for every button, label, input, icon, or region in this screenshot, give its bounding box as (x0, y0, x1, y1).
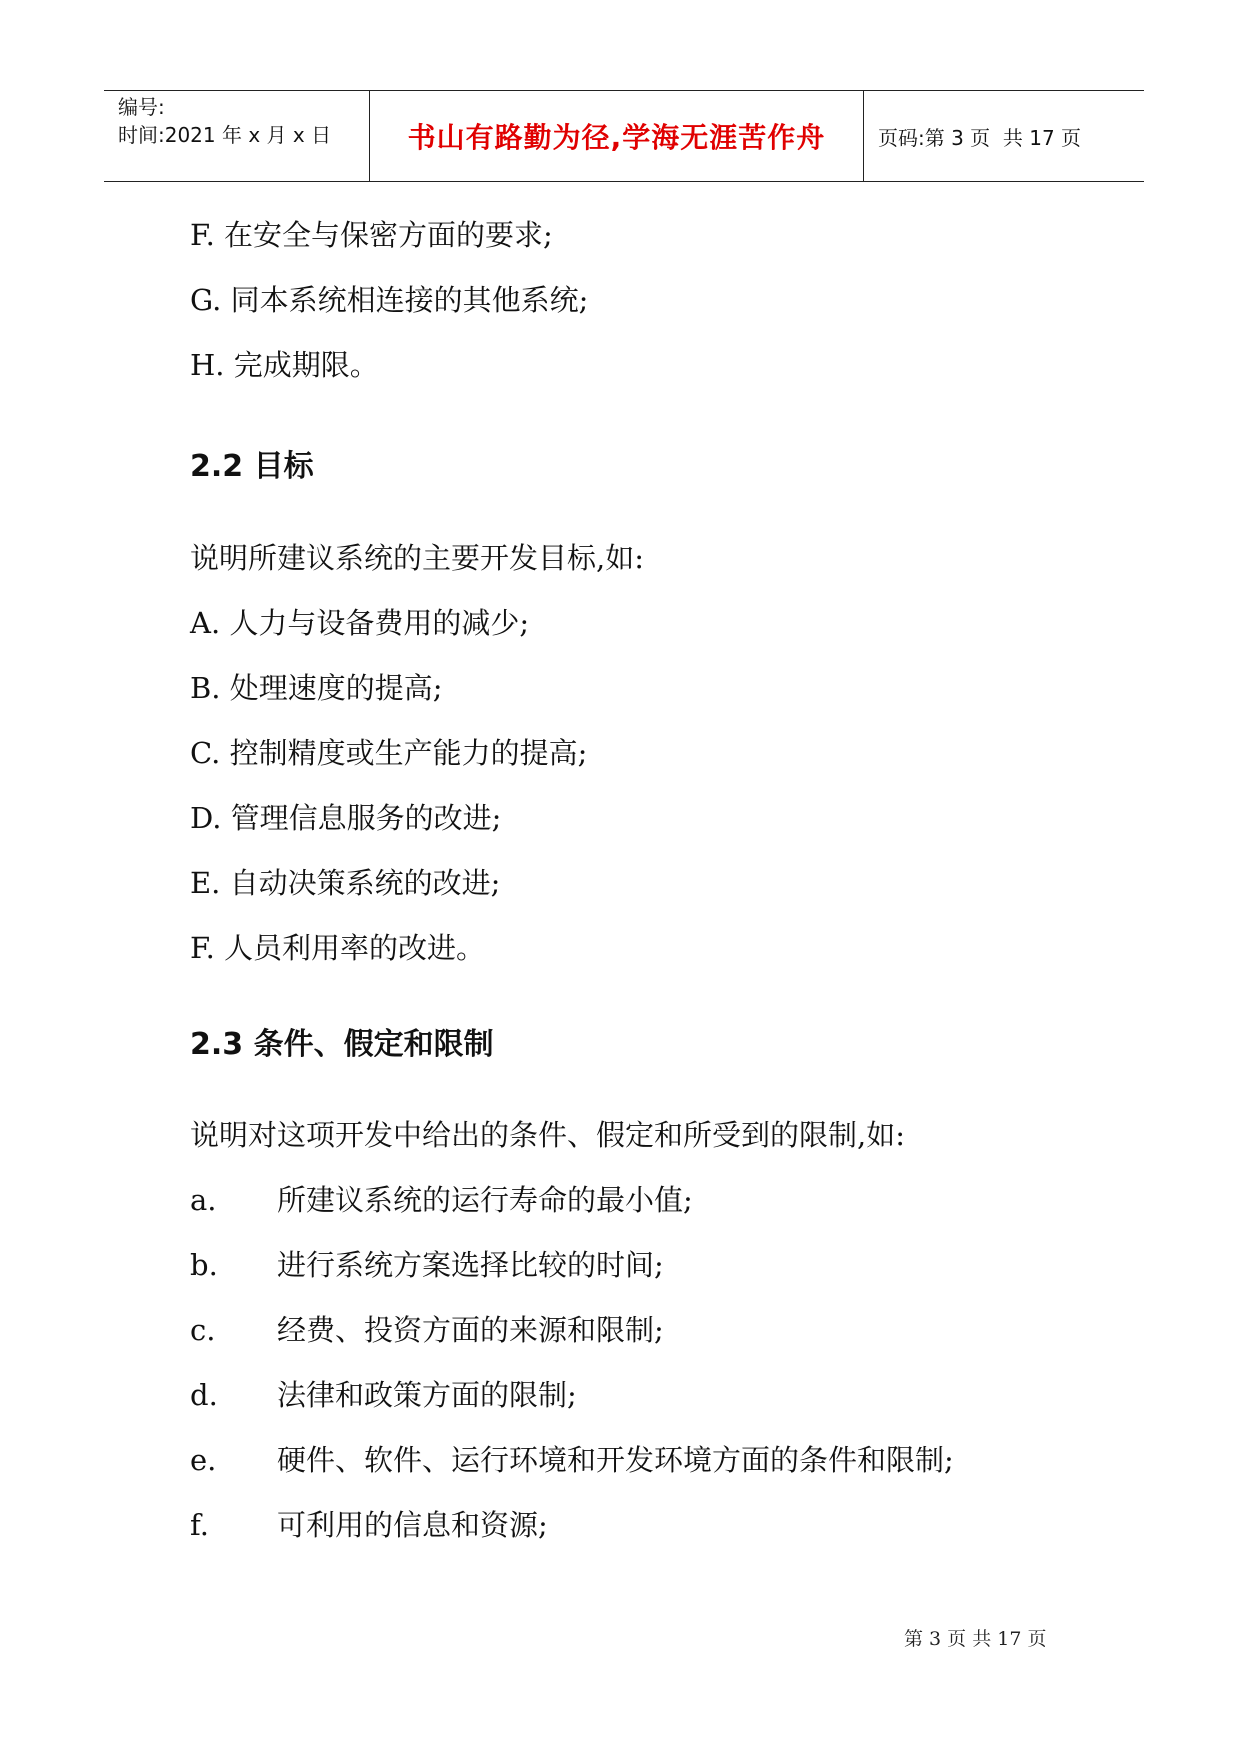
list-text: 管理信息服务的改进; (230, 801, 502, 835)
list-item (190, 603, 529, 643)
list-text: 人力与设备费用的减少; (229, 606, 530, 640)
section-intro: 说明所建议系统的主要开发目标,如: (190, 541, 644, 575)
list-item (190, 345, 379, 385)
list-item (190, 215, 553, 255)
list-marker: F. (190, 218, 215, 252)
list-item (190, 1375, 577, 1415)
list-text: 同本系统相连接的其他系统; (230, 283, 589, 317)
list-marker: D. (190, 801, 222, 835)
document-time-label: 时间:2021 年 x 月 x 日 (118, 123, 332, 147)
page-footer: 第 3 页 共 17 页 (904, 1628, 1047, 1650)
list-marker: b. (190, 1248, 218, 1282)
list-text: 进行系统方案选择比较的时间; (277, 1248, 664, 1282)
list-item (190, 863, 500, 903)
list-marker: B. (190, 671, 221, 705)
list-text: 法律和政策方面的限制; (277, 1378, 577, 1412)
list-item (190, 1180, 693, 1220)
list-marker: C. (190, 736, 221, 770)
list-text: 自动决策系统的改进; (229, 866, 501, 900)
list-item (190, 1440, 954, 1480)
section-heading-2-2: 2.2 目标 (190, 449, 314, 484)
header-page-label: 页码:第 3 页 共 17 页 (878, 125, 1082, 150)
section-heading-2-3: 2.3 条件、假定和限制 (190, 1027, 494, 1062)
list-item (190, 798, 501, 838)
header-info (104, 91, 369, 181)
list-marker: d. (190, 1378, 218, 1412)
list-text: 经费、投资方面的来源和限制; (277, 1313, 664, 1347)
list-marker: f. (190, 1508, 209, 1542)
document-number-label: 编号: (118, 95, 165, 119)
list-text: 控制精度或生产能力的提高; (229, 736, 588, 770)
list-item (190, 928, 485, 968)
list-marker: F. (190, 931, 215, 965)
list-item (190, 1245, 664, 1285)
list-item (190, 733, 587, 773)
list-text: 在安全与保密方面的要求; (224, 218, 553, 252)
list-text: 完成期限。 (233, 348, 379, 382)
section-intro: 说明对这项开发中给出的条件、假定和所受到的限制,如: (190, 1118, 905, 1152)
list-text: 硬件、软件、运行环境和开发环境方面的条件和限制; (277, 1443, 954, 1477)
list-marker: A. (190, 606, 221, 640)
list-item (190, 1310, 664, 1350)
list-marker: c. (190, 1313, 216, 1347)
list-marker: a. (190, 1183, 217, 1217)
list-text: 人员利用率的改进。 (224, 931, 486, 965)
list-item (190, 668, 443, 708)
list-marker: G. (190, 283, 222, 317)
header-motto: 书山有路勤为径,学海无涯苦作舟 (407, 121, 826, 154)
page-header (104, 90, 1144, 182)
list-item (190, 1505, 548, 1545)
list-marker: e. (190, 1443, 217, 1477)
list-marker: E. (190, 866, 221, 900)
list-text: 可利用的信息和资源; (277, 1508, 548, 1542)
list-marker: H. (190, 348, 225, 382)
list-text: 处理速度的提高; (229, 671, 443, 705)
list-text: 所建议系统的运行寿命的最小值; (277, 1183, 693, 1217)
list-item (190, 280, 588, 320)
